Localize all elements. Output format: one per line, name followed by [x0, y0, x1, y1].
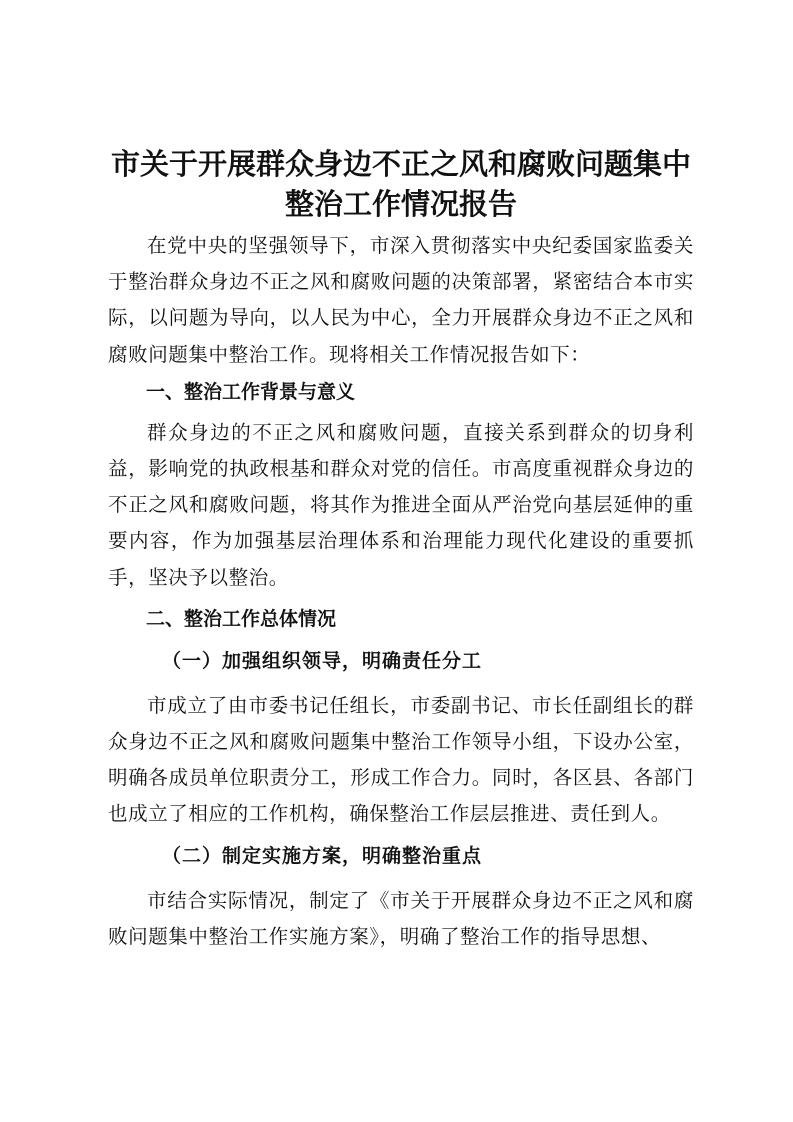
- intro-paragraph: 在党中央的坚强领导下，市深入贯彻落实中央纪委国家监委关于整治群众身边不正之风和腐败问题的决策部署，紧密结合本市实际，以问题为导向，以人民为中心，全力开展群众身边不正之风和腐败问题集中整治工作。现将相关工作情况报告如下：: [108, 234, 694, 366]
- document-title-line-2: 整治工作情况报告: [284, 187, 517, 221]
- section-2-sub-2-heading: （二）制定实施方案，明确整治重点: [162, 844, 483, 867]
- section-2-sub-2-paragraph: 市结合实际情况，制定了《市关于开展群众身边不正之风和腐败问题集中整治工作实施方案》，明确了整治工作的指导思想、: [108, 888, 694, 948]
- section-2-sub-1-heading: （一）加强组织领导，明确责任分工: [162, 649, 483, 672]
- section-1-paragraph: 群众身边的不正之风和腐败问题，直接关系到群众的切身利益，影响党的执政根基和群众对党的信任。市高度重视群众身边的不正之风和腐败问题，将其作为推进全面从严治党向基层延伸的重要内容，作为加强基层治理体系和治理能力现代化建设的重要抓手，坚决予以整治。: [108, 420, 694, 589]
- section-2-heading: 二、整治工作总体情况: [146, 607, 337, 630]
- document-page: [108, 144, 694, 955]
- document-title: [108, 144, 694, 224]
- section-2-sub-1-paragraph: 市成立了由市委书记任组长，市委副书记、市长任副组长的群众身边不正之风和腐败问题集中整治工作领导小组，下设办公室，明确各成员单位职责分工，形成工作合力。同时，各区县、各部门也成立了相应的工作机构，确保整治工作层层推进、责任到人。: [108, 693, 694, 826]
- document-title-line-1: 市关于开展群众身边不正之风和腐败问题集中: [110, 147, 691, 181]
- section-1-heading: 一、整治工作背景与意义: [146, 380, 356, 403]
